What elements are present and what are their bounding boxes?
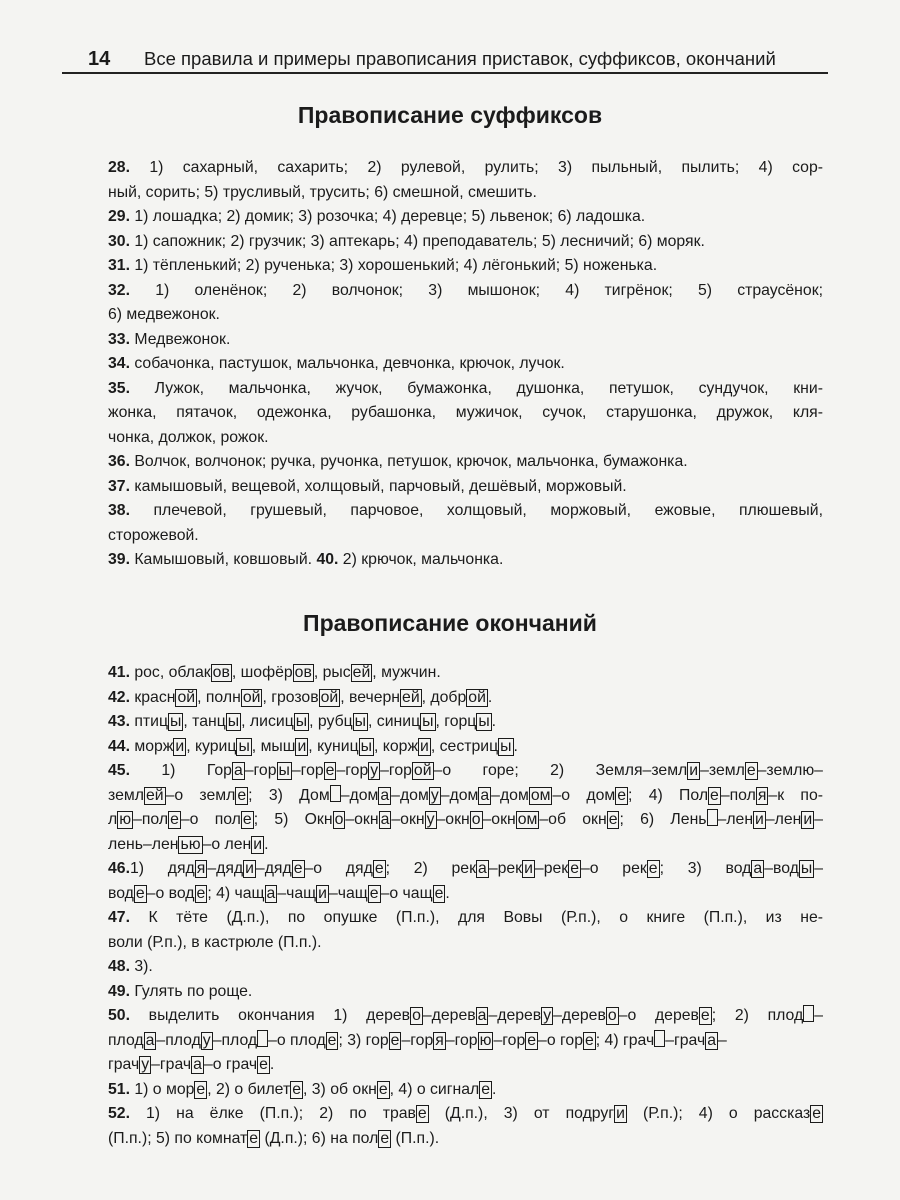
exercise-number: 49.: [108, 982, 130, 1000]
ending-box: а: [145, 1031, 155, 1049]
answer-text: –пол: [133, 811, 169, 828]
answer-text: –: [814, 811, 823, 828]
answer-text: –о дом: [552, 786, 616, 804]
answer-text: –гор: [336, 762, 369, 779]
answer-text: –гор: [401, 1031, 434, 1049]
exercise-number: 44.: [108, 737, 130, 755]
ending-box: е: [812, 1105, 821, 1122]
answer-text: , шофёр: [231, 664, 293, 681]
ending-box: я: [435, 1031, 444, 1049]
ending-box: ей: [352, 664, 371, 681]
answer-line: [108, 205, 823, 230]
answer-text: –окн: [436, 811, 470, 828]
ending-box: е: [259, 1056, 268, 1073]
ending-box: ой: [468, 688, 486, 706]
answer-text: –гор: [493, 1031, 526, 1049]
answer-text: –окн: [482, 811, 516, 828]
ending-box: ой: [242, 688, 261, 706]
ending-box: е: [196, 1080, 206, 1098]
answer-text: .: [269, 1056, 275, 1073]
exercise-number: 47.: [108, 909, 130, 926]
answer-text: –рек: [534, 860, 569, 877]
answer-text: ; 4) чащ: [207, 884, 265, 902]
answer-text: –грач: [151, 1056, 192, 1073]
ending-box: ей: [402, 688, 420, 706]
answer-text: , сестриц: [430, 737, 499, 755]
answer-text: –: [814, 860, 823, 877]
answer-text: .: [492, 1080, 497, 1098]
answer-text: , 2) о билет: [207, 1080, 291, 1098]
running-title: Все правила и примеры правописания приставок, суффиксов, окончаний: [144, 48, 776, 69]
ending-box: е: [700, 1007, 710, 1024]
ending-box: е: [292, 1080, 301, 1098]
answer-text: –вод: [764, 860, 799, 877]
ending-box: е: [327, 1031, 337, 1049]
zero-ending-box: [654, 1030, 665, 1047]
ending-box: е: [380, 1129, 390, 1147]
answer-text: (Д.п.); 6) на пол: [260, 1129, 379, 1147]
ending-box: ей: [145, 786, 164, 804]
answer-text: , полн: [197, 688, 241, 706]
answer-line: [108, 1127, 823, 1152]
answer-line: [108, 955, 823, 980]
answer-line: [108, 759, 823, 784]
ending-box: е: [170, 811, 179, 828]
zero-ending-box: [707, 809, 718, 826]
ending-box: ой: [413, 762, 432, 779]
answer-line: [108, 426, 823, 451]
ending-box: е: [196, 884, 206, 902]
answer-line: [108, 401, 823, 426]
answer-text: –плод: [156, 1031, 201, 1049]
ending-box: ы: [800, 860, 813, 877]
answer-text: –о гор: [538, 1031, 583, 1049]
ending-box: и: [616, 1105, 625, 1122]
answer-text: плод: [108, 1031, 144, 1049]
ending-box: ы: [295, 713, 308, 730]
answer-text: чонка, должок, рожок.: [108, 428, 269, 446]
exercise-number: 36.: [108, 453, 130, 470]
answer-line: [108, 661, 823, 686]
ending-box: и: [175, 737, 185, 755]
ending-box: а: [478, 860, 487, 877]
answer-line: [108, 833, 823, 858]
answer-line: [108, 686, 823, 711]
answer-text: рос, облак: [129, 664, 211, 681]
answer-text: красн: [129, 688, 176, 706]
answer-line: [108, 303, 823, 328]
answer-line: [108, 1004, 823, 1029]
suffix-answers: [108, 156, 823, 573]
answer-text: –дом: [440, 786, 479, 804]
answer-text: –чащ: [328, 884, 368, 902]
answer-text: , корж: [374, 737, 419, 755]
ending-box: о: [607, 1007, 617, 1024]
answer-text: 1) Гор: [129, 762, 232, 779]
answer-text: (П.п.).: [391, 1129, 440, 1147]
answer-text: –о рек: [581, 860, 647, 877]
answer-text: ; 3) гор: [338, 1031, 389, 1049]
ending-box: е: [135, 884, 145, 902]
answer-text: 1) оленёнок; 2) волчонок; 3) мышонок; 4) тигрёнок; 5) страусёнок;: [129, 281, 823, 299]
answer-line: [108, 735, 823, 760]
ending-box: ю: [479, 1031, 492, 1049]
page-number: 14: [88, 48, 111, 70]
answer-text: –дом: [491, 786, 529, 804]
answer-text: камышовый, вещевой, холщовый, парчовый, дешёвый, моржовый.: [129, 477, 627, 495]
ending-box: у: [370, 762, 379, 779]
ending-box: ов: [212, 664, 230, 681]
ending-box: ью: [180, 835, 201, 853]
answer-line: [108, 710, 823, 735]
answer-text: –дерев: [422, 1007, 476, 1024]
ending-box: е: [527, 1031, 537, 1049]
ending-box: е: [746, 762, 756, 779]
exercise-number: 34.: [108, 355, 130, 372]
ending-box: а: [266, 884, 276, 902]
answer-text: ; 6) Лень: [619, 811, 707, 828]
ending-box: и: [245, 860, 254, 877]
answer-text: сторожевой.: [108, 526, 199, 544]
ending-box: е: [608, 811, 618, 828]
ending-box: ой: [320, 688, 339, 706]
ending-box: а: [477, 1007, 487, 1024]
answer-text: –дом: [391, 786, 429, 804]
answer-text: –о лен: [202, 835, 252, 853]
answer-line: [108, 1029, 823, 1054]
ending-box: а: [380, 811, 390, 828]
answer-line: [108, 1078, 823, 1103]
ending-box: ы: [278, 762, 290, 779]
answer-text: –дяд: [255, 860, 292, 877]
answer-text: земл: [108, 786, 144, 804]
answer-text: .: [487, 688, 493, 706]
answer-text: Гулять по роще.: [129, 982, 253, 1000]
ending-box: а: [753, 860, 763, 877]
ending-box: ой: [177, 688, 196, 706]
section-title-endings: Правописание окончаний: [303, 610, 597, 636]
ending-box: у: [202, 1031, 211, 1049]
ending-box: е: [648, 860, 658, 877]
ending-box: ы: [422, 713, 434, 730]
answer-line: [108, 230, 823, 255]
exercise-number: 52.: [108, 1105, 130, 1122]
ending-box: ы: [478, 713, 490, 730]
exercise-number: 38.: [108, 502, 130, 519]
answer-text: –о плод: [268, 1031, 326, 1049]
ending-box: о: [334, 811, 344, 828]
ending-box: е: [390, 1031, 400, 1049]
answer-line: [108, 475, 823, 500]
answer-text: –гор: [445, 1031, 478, 1049]
answer-line: [108, 931, 823, 956]
ending-box: е: [369, 884, 379, 902]
ending-box: ы: [360, 737, 373, 755]
ending-box: е: [617, 786, 627, 804]
answer-line: [108, 857, 823, 882]
ending-box: и: [318, 884, 327, 902]
ending-box: ы: [354, 713, 367, 730]
ending-box: ом: [517, 811, 538, 828]
exercise-number: 40.: [316, 551, 339, 568]
exercise-number: 33.: [108, 330, 130, 348]
ending-box: а: [480, 786, 490, 804]
ending-box: е: [710, 786, 719, 804]
exercise-number: 31.: [108, 257, 130, 274]
ending-box: у: [430, 786, 439, 804]
answer-text: л: [108, 811, 118, 828]
answer-text: –к по-: [768, 786, 823, 804]
answer-text: 1) лошадка; 2) домик; 3) розочка; 4) деревце; 5) львенок; 6) ладошка.: [129, 208, 646, 225]
answer-line: [108, 784, 823, 809]
answer-text: –рек: [488, 860, 523, 877]
answer-text: –об окн: [539, 811, 607, 828]
answer-text: (П.п.); 5) по комнат: [108, 1129, 248, 1147]
answer-text: К тёте (Д.п.), по опушке (П.п.), для Вовы (Р.п.), о книге (П.п.), из не-: [129, 909, 823, 926]
answer-line: [108, 181, 823, 206]
answer-text: воли (Р.п.), в кастрюле (П.п.).: [108, 933, 322, 951]
ending-box: а: [707, 1031, 717, 1049]
answer-text: 1) сапожник; 2) грузчик; 3) аптекарь; 4) преподаватель; 5) лесничий; 6) моряк.: [129, 232, 705, 250]
section-title-suffixes: Правописание суффиксов: [297, 102, 603, 128]
answer-text: –плод: [212, 1031, 258, 1049]
answer-text: –окн: [391, 811, 425, 828]
answer-text: , горц: [435, 713, 477, 730]
ending-answers: [108, 661, 823, 1151]
exercise-number: 28.: [108, 159, 130, 176]
answer-text: , 3) об окн: [302, 1080, 377, 1098]
answer-text: –лен: [717, 811, 754, 828]
ending-box: ов: [294, 664, 312, 681]
answer-text: 1) сахарный, сахарить; 2) рулевой, рулить; 3) пыльный, пылить; 4) сор-: [129, 159, 823, 176]
answer-text: ; 3) Дом: [248, 786, 330, 804]
exercise-number: 35.: [108, 379, 130, 397]
answer-line: [108, 254, 823, 279]
ending-box: ы: [170, 713, 182, 730]
answer-text: 3).: [129, 958, 153, 975]
answer-text: –гор: [291, 762, 324, 779]
answer-text: ; 4) Пол: [628, 786, 709, 804]
answer-text: 1) на ёлке (П.п.); 2) по трав: [129, 1105, 416, 1122]
ending-box: ы: [227, 713, 240, 730]
zero-ending-box: [803, 1005, 814, 1022]
ending-box: я: [196, 860, 206, 877]
answer-text: , рыс: [313, 664, 351, 681]
answer-text: грач: [108, 1056, 140, 1073]
ending-box: е: [378, 1080, 388, 1098]
answer-line: [108, 882, 823, 907]
ending-box: и: [253, 835, 263, 853]
exercise-number: 50.: [108, 1007, 130, 1024]
answer-text: –земл: [700, 762, 745, 779]
answer-text: ; 5) Окн: [253, 811, 333, 828]
exercise-number: 37.: [108, 477, 130, 495]
exercise-number: 29.: [108, 208, 130, 225]
answer-text: , рубц: [309, 713, 353, 730]
exercise-number: 51.: [108, 1080, 130, 1098]
answer-text: плечевой, грушевый, парчовое, холщовый, моржовый, ежовые, плюшевый,: [129, 502, 823, 519]
answer-text: –о дерев: [618, 1007, 699, 1024]
answer-text: –: [814, 1007, 823, 1024]
answer-text: 1) дяд: [129, 860, 195, 877]
answer-text: –дяд: [207, 860, 244, 877]
exercise-number: 48.: [108, 958, 130, 975]
answer-text: –о чащ: [380, 884, 433, 902]
answer-text: (Д.п.), 3) от подруг: [428, 1105, 615, 1122]
ending-box: о: [412, 1007, 421, 1024]
ending-box: ы: [238, 737, 250, 755]
answer-text: –дерев: [553, 1007, 606, 1024]
exercise-number: 43.: [108, 713, 130, 730]
answer-text: –дерев: [488, 1007, 542, 1024]
answer-line: [108, 548, 823, 573]
answer-text: Лужок, мальчонка, жучок, бумажонка, душонка, петушок, сундучок, кни-: [129, 379, 823, 397]
ending-box: е: [481, 1080, 491, 1098]
answer-line: [108, 808, 823, 833]
ending-box: у: [426, 811, 435, 828]
answer-text: , вечерн: [340, 688, 401, 706]
answer-text: –пол: [720, 786, 756, 804]
answer-line: [108, 352, 823, 377]
answer-line: [108, 450, 823, 475]
answer-text: , синиц: [368, 713, 421, 730]
answer-text: –землю–: [757, 762, 823, 779]
answer-text: Медвежонок.: [129, 330, 231, 348]
answer-text: –гор: [380, 762, 412, 779]
answer-text: , 4) о сигнал: [389, 1080, 480, 1098]
answer-text: .: [491, 713, 497, 730]
answer-text: –о вод: [146, 884, 195, 902]
answer-text: птиц: [129, 713, 169, 730]
answer-text: ; 2) плод: [711, 1007, 804, 1024]
ending-box: и: [524, 860, 533, 877]
answer-text: –гор: [244, 762, 277, 779]
answer-line: [108, 499, 823, 524]
ending-box: и: [297, 737, 307, 755]
answer-text: ; 3) вод: [659, 860, 752, 877]
answer-text: .: [513, 737, 518, 755]
answer-line: [108, 524, 823, 549]
answer-text: собачонка, пастушок, мальчонка, девчонка, крючок, лучок.: [129, 355, 565, 372]
answer-text: –о дяд: [304, 860, 373, 877]
ending-box: е: [570, 860, 579, 877]
answer-text: выделить окончания 1) дерев: [129, 1007, 411, 1024]
answer-text: –лен: [765, 811, 802, 828]
ending-box: а: [380, 786, 390, 804]
exercise-number: 39.: [108, 551, 130, 568]
answer-text: , куниц: [308, 737, 359, 755]
answer-text: –о горе; 2) Земля–земл: [433, 762, 688, 779]
answer-text: –о земл: [165, 786, 236, 804]
answer-text: –: [718, 1031, 727, 1049]
ending-box: ом: [530, 786, 551, 804]
answer-text: , лисиц: [241, 713, 294, 730]
ending-box: е: [242, 811, 252, 828]
answer-text: ; 2) рек: [385, 860, 477, 877]
ending-box: е: [249, 1129, 259, 1147]
answer-line: [108, 328, 823, 353]
answer-text: .: [264, 835, 269, 853]
ending-box: о: [471, 811, 481, 828]
ending-box: е: [434, 884, 444, 902]
ending-box: у: [141, 1056, 150, 1073]
ending-box: и: [803, 811, 813, 828]
exercise-number: 32.: [108, 281, 130, 299]
ending-box: а: [233, 762, 243, 779]
answer-text: , танц: [183, 713, 226, 730]
answer-text: , грозов: [262, 688, 319, 706]
answer-text: морж: [129, 737, 174, 755]
exercise-number: 45.: [108, 762, 130, 779]
answer-text: ; 4) грач: [595, 1031, 655, 1049]
answer-text: , мыш: [251, 737, 296, 755]
answer-text: , мужчин.: [372, 664, 441, 681]
answer-line: [108, 279, 823, 304]
ending-box: е: [374, 860, 384, 877]
ending-box: я: [757, 786, 767, 804]
ending-box: е: [417, 1105, 427, 1122]
answer-text: 1) тёпленький; 2) рученька; 3) хорошенький; 4) лёгонький; 5) ноженька.: [129, 257, 658, 274]
answer-text: –дом: [340, 786, 379, 804]
answer-text: –грач: [665, 1031, 706, 1049]
zero-ending-box: [330, 785, 341, 802]
ending-box: и: [755, 811, 764, 828]
running-header: [62, 38, 828, 74]
answer-text: 1) о мор: [129, 1080, 195, 1098]
answer-text: лень–лен: [108, 835, 179, 853]
answer-line: [108, 980, 823, 1005]
answer-text: .: [445, 884, 450, 902]
answer-line: [108, 906, 823, 931]
answer-text: , добр: [421, 688, 467, 706]
exercise-number: 46.: [108, 860, 130, 877]
answer-line: [108, 377, 823, 402]
answer-text: –о грач: [203, 1056, 258, 1073]
exercise-number: 42.: [108, 688, 130, 706]
answer-line: [108, 156, 823, 181]
answer-text: 2) крючок, мальчонка.: [338, 551, 504, 568]
ending-box: е: [584, 1031, 594, 1049]
exercise-number: 30.: [108, 232, 130, 250]
exercise-number: 41.: [108, 664, 130, 681]
answer-text: –чащ: [277, 884, 317, 902]
answer-line: [108, 1053, 823, 1078]
answer-text: –окн: [345, 811, 379, 828]
ending-box: е: [293, 860, 303, 877]
ending-box: и: [689, 762, 699, 779]
ending-box: е: [325, 762, 335, 779]
zero-ending-box: [257, 1030, 268, 1047]
answer-text: ный, сорить; 5) трусливый, трусить; 6) смешной, смешить.: [108, 183, 537, 201]
answer-text: (Р.п.); 4) о рассказ: [626, 1105, 811, 1122]
ending-box: а: [193, 1056, 202, 1073]
answer-text: , куриц: [186, 737, 237, 755]
answer-text: 6) медвежонок.: [108, 306, 220, 323]
ending-box: ы: [500, 737, 512, 755]
ending-box: у: [543, 1007, 552, 1024]
answer-text: Волчок, волчонок; ручка, ручонка, петушок, крючок, мальчонка, бумажонка.: [129, 453, 688, 470]
answer-text: жонка, пятачок, одежонка, рубашонка, мужичок, сучок, старушонка, дружок, кля-: [108, 404, 823, 421]
ending-box: е: [237, 786, 247, 804]
answer-text: вод: [108, 884, 134, 902]
answer-text: –о пол: [180, 811, 241, 828]
answer-line: [108, 1102, 823, 1127]
answer-text: Камышовый, ковшовый.: [129, 551, 317, 568]
ending-box: и: [420, 737, 429, 755]
ending-box: ю: [119, 811, 132, 828]
